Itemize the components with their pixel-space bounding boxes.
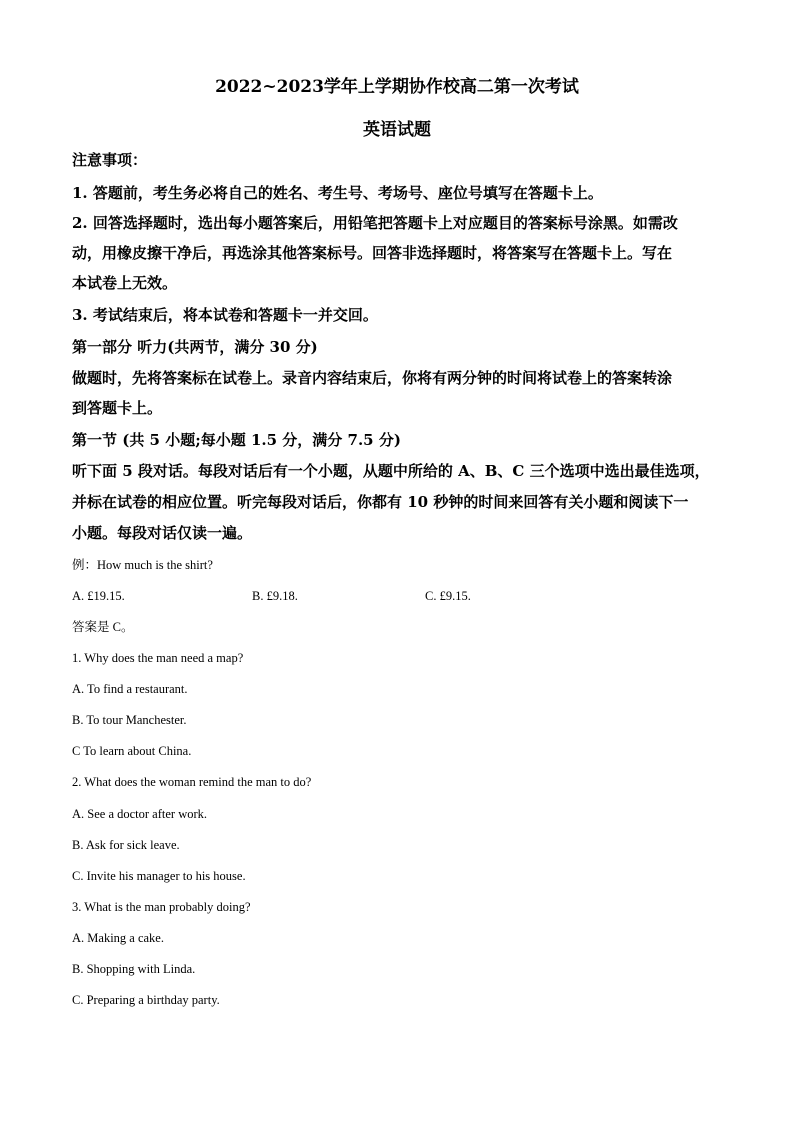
exam-title: 2022~2023学年上学期协作校高二第一次考试 <box>215 77 579 97</box>
question-3-stem: 3. What is the man probably doing? <box>72 900 251 914</box>
notice-item-1: 1. 答题前，考生务必将自己的姓名、考生号、考场号、座位号填写在答题卡上。 <box>72 184 603 202</box>
question-3-option-a: A. Making a cake. <box>72 931 164 945</box>
question-1-stem: 1. Why does the man need a map? <box>72 651 244 665</box>
part1-instruction-line-2: 到答题卡上。 <box>72 399 163 417</box>
example-question: 例：How much is the shirt? <box>72 558 213 572</box>
part1-instruction-line-1: 做题时，先将答案标在试卷上。录音内容结束后，你将有两分钟的时间将试卷上的答案转涂 <box>72 369 673 387</box>
question-2-option-b: B. Ask for sick leave. <box>72 838 180 852</box>
notice-item-2-line-2: 动，用橡皮擦干净后，再选涂其他答案标号。回答非选择题时，将答案写在答题卡上。写在 <box>72 244 673 262</box>
section1-heading: 第一节 (共 5 小题;每小题 1.5 分，满分 7.5 分) <box>72 431 401 449</box>
section1-instruction-line-1: 听下面 5 段对话。每段对话后有一个小题，从题中所给的 A、B、C 三个选项中选出最佳选项， <box>72 462 710 480</box>
notice-item-2-line-1: 2. 回答选择题时，选出每小题答案后，用铅笔把答题卡上对应题目的答案标号涂黑。如需改 <box>72 214 678 232</box>
notice-heading: 注意事项： <box>72 151 148 169</box>
question-1-option-c: C To learn about China. <box>72 744 192 758</box>
question-2-option-c: C. Invite his manager to his house. <box>72 869 246 883</box>
question-3-option-c: C. Preparing a birthday party. <box>72 993 220 1007</box>
question-3-option-b: B. Shopping with Linda. <box>72 962 196 976</box>
example-option-c: C. £9.15. <box>425 589 471 603</box>
example-option-a: A. £19.15. <box>72 589 125 603</box>
question-2-stem: 2. What does the woman remind the man to do? <box>72 775 312 789</box>
example-answer: 答案是 C。 <box>72 620 134 634</box>
part1-heading: 第一部分 听力(共两节，满分 30 分) <box>72 338 318 356</box>
notice-item-2-line-3: 本试卷上无效。 <box>72 274 178 292</box>
question-1-option-a: A. To find a restaurant. <box>72 682 188 696</box>
section1-instruction-line-3: 小题。每段对话仅读一遍。 <box>72 524 253 542</box>
example-option-b: B. £9.18. <box>252 589 298 603</box>
exam-subtitle: 英语试题 <box>363 120 431 140</box>
section1-instruction-line-2: 并标在试卷的相应位置。听完每段对话后，你都有 10 秒钟的时间来回答有关小题和阅读下一 <box>72 493 689 511</box>
notice-item-3: 3. 考试结束后，将本试卷和答题卡一并交回。 <box>72 306 378 324</box>
question-1-option-b: B. To tour Manchester. <box>72 713 187 727</box>
question-2-option-a: A. See a doctor after work. <box>72 807 208 821</box>
